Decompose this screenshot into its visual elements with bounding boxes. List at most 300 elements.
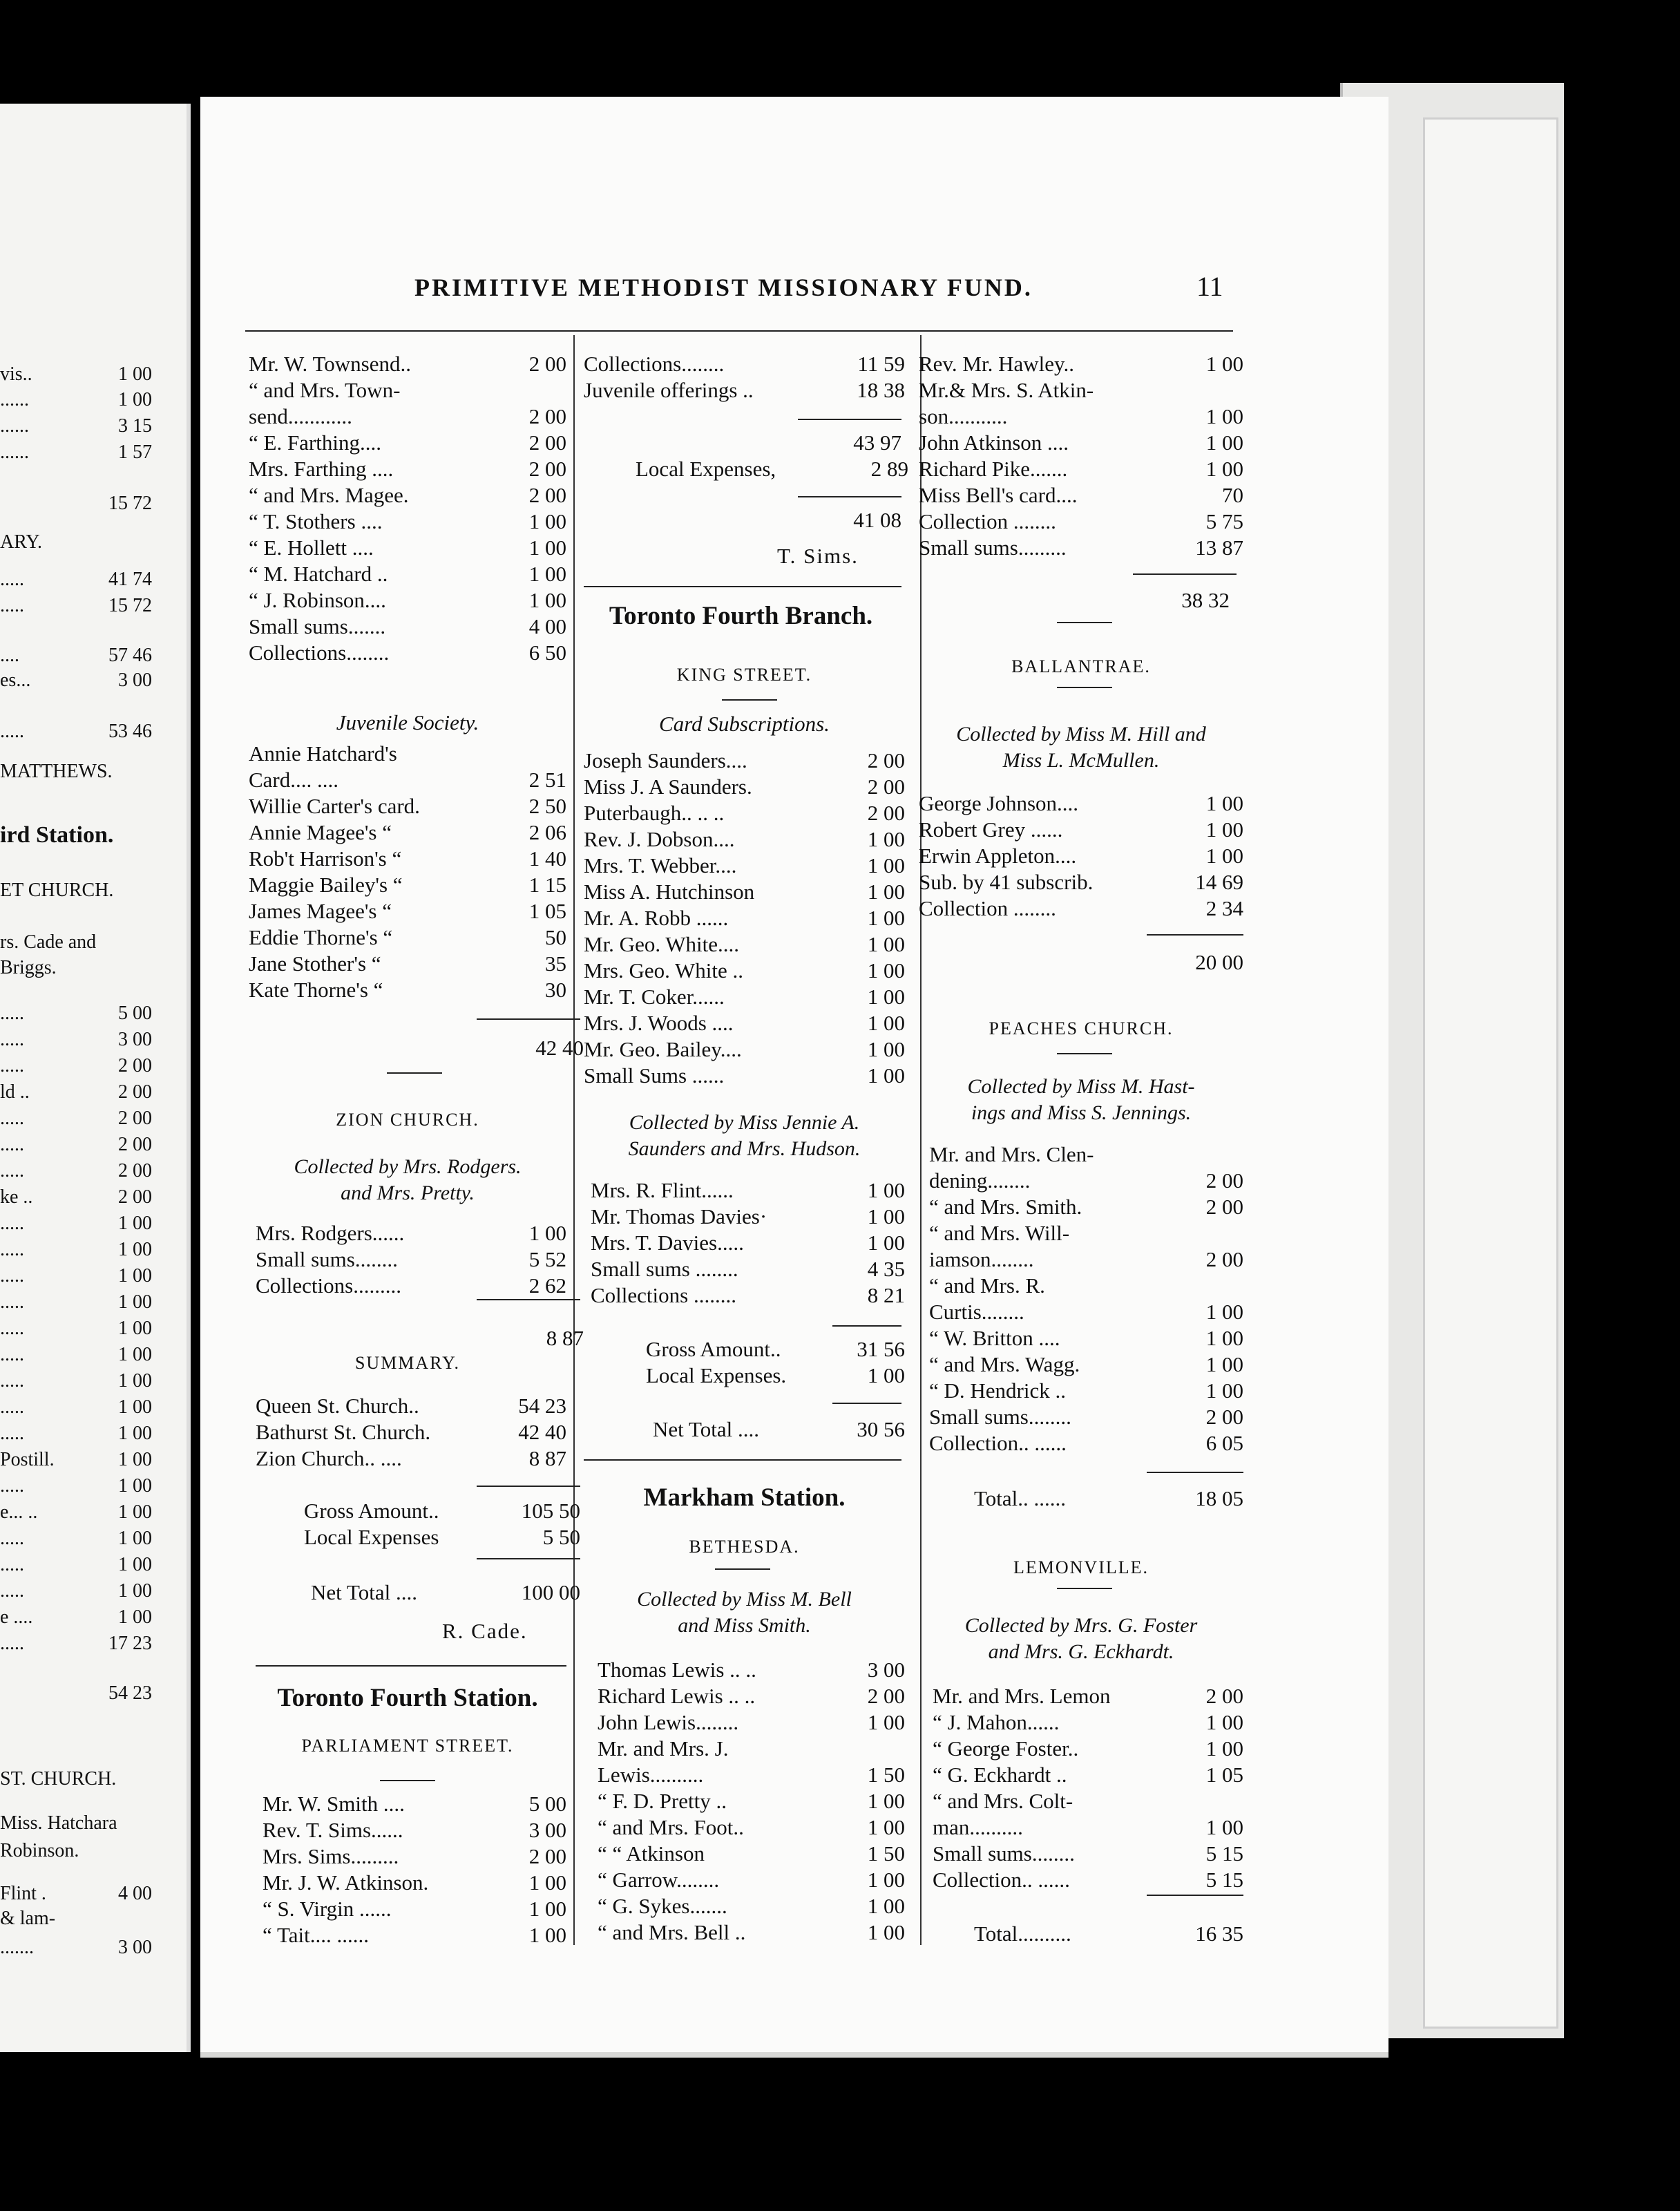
left-page-amount: 15 72 bbox=[108, 595, 152, 616]
left-page-amount: 1 00 bbox=[118, 1580, 152, 1602]
entry-label: “ J. Robinson.... bbox=[249, 588, 386, 612]
peaches-church-heading: PEACHES CHURCH. bbox=[989, 1018, 1174, 1038]
entry-label: John Lewis........ bbox=[598, 1710, 739, 1734]
entry-amount: 5 52 bbox=[528, 1247, 566, 1271]
entry-label: Small sums......... bbox=[919, 535, 1067, 560]
entry-amount: 31 56 bbox=[857, 1337, 905, 1361]
entry-amount: 105 50 bbox=[521, 1499, 580, 1523]
entry-label: Gross Amount.. bbox=[304, 1499, 439, 1523]
entry-amount: 1 00 bbox=[1205, 404, 1243, 428]
entry-label: Joseph Saunders.... bbox=[584, 748, 747, 772]
entry-amount: 2 06 bbox=[528, 820, 566, 844]
left-page-label: ..... bbox=[0, 1528, 24, 1549]
left-page-label: ..... bbox=[0, 1475, 24, 1497]
subscription-row bbox=[919, 377, 1243, 404]
juvenile-total: 42 40 bbox=[535, 1036, 584, 1060]
entry-label: Collections........ bbox=[584, 352, 725, 376]
entry-label: “ W. Britton .... bbox=[929, 1326, 1060, 1350]
entry-label: son........... bbox=[919, 404, 1008, 428]
left-page-label: ET CHURCH. bbox=[0, 880, 114, 901]
treasurer-signature: R. Cade. bbox=[442, 1619, 528, 1643]
header-rule bbox=[245, 330, 1233, 332]
juvenile-card-row bbox=[249, 793, 566, 819]
entry-amount: 1 00 bbox=[1205, 817, 1243, 842]
entry-label: Juvenile offerings .. bbox=[584, 378, 754, 402]
left-page-label: .... bbox=[0, 645, 19, 666]
lemonville-row bbox=[933, 1867, 1243, 1893]
entry-amount: 1 00 bbox=[1205, 457, 1243, 481]
separator-rule bbox=[1057, 1053, 1112, 1054]
entry-amount: 1 00 bbox=[867, 1868, 905, 1892]
bethesda-row bbox=[598, 1814, 905, 1841]
separator-rule bbox=[477, 1018, 580, 1020]
card-subscription-row bbox=[584, 748, 905, 774]
entry-label: Mrs. J. Woods .... bbox=[584, 1011, 734, 1035]
markham-station-heading: Markham Station. bbox=[643, 1483, 846, 1512]
entry-amount: 3 00 bbox=[867, 1658, 905, 1682]
entry-amount: 1 00 bbox=[1205, 1378, 1243, 1403]
entry-amount: 2 50 bbox=[528, 794, 566, 818]
separator-rule bbox=[1147, 934, 1243, 936]
entry-label: send............ bbox=[249, 404, 352, 428]
entry-label: Mr. and Mrs. Lemon bbox=[933, 1684, 1111, 1708]
separator-rule bbox=[477, 1558, 580, 1559]
zion-collectors-line: Collected by Mrs. Rodgers. bbox=[294, 1155, 522, 1178]
ballantrae-total: 20 00 bbox=[1195, 950, 1243, 974]
juvenile-card-row bbox=[249, 819, 566, 846]
entry-amount: 1 00 bbox=[1205, 1300, 1243, 1324]
entry-amount: 2 00 bbox=[867, 748, 905, 772]
entry-amount: 1 00 bbox=[1205, 791, 1243, 815]
parliament-row bbox=[262, 1791, 566, 1817]
subscription-row bbox=[919, 456, 1243, 482]
juvenile-society-heading: Juvenile Society. bbox=[336, 710, 479, 734]
parliament-street-heading: PARLIAMENT STREET. bbox=[301, 1736, 514, 1756]
left-page-amount: 1 57 bbox=[118, 442, 152, 463]
juvenile-card-row bbox=[249, 951, 566, 977]
left-page-label: ..... bbox=[0, 1055, 24, 1076]
zion-collectors-line: and Mrs. Pretty. bbox=[341, 1182, 475, 1204]
left-page-amount: 4 00 bbox=[118, 1883, 152, 1904]
entry-amount: 50 bbox=[545, 925, 566, 949]
juvenile-card-row bbox=[249, 767, 566, 793]
entry-label: Collection ........ bbox=[919, 896, 1056, 920]
left-page-label: ..... bbox=[0, 595, 24, 616]
entry-label: “ E. Farthing.... bbox=[249, 430, 381, 455]
left-page-label: ..... bbox=[0, 1213, 24, 1234]
entry-label: Richard Pike....... bbox=[919, 457, 1068, 481]
entry-label: Net Total .... bbox=[653, 1417, 759, 1441]
entry-amount: 1 00 bbox=[867, 1178, 905, 1202]
entry-label: George Johnson.... bbox=[919, 791, 1079, 815]
parliament-row bbox=[262, 1870, 566, 1896]
branch-heading: Toronto Fourth Branch. bbox=[609, 602, 873, 630]
card-subscription-row bbox=[584, 800, 905, 826]
entry-label: Mrs. T. Davies..... bbox=[591, 1231, 744, 1255]
lemonville-row bbox=[933, 1683, 1243, 1709]
lemonville-row bbox=[933, 1788, 1243, 1814]
bethesda-heading: BETHESDA. bbox=[689, 1537, 800, 1557]
entry-amount: 1 00 bbox=[1205, 1710, 1243, 1734]
zion-total: 8 87 bbox=[546, 1326, 584, 1350]
collected-row bbox=[591, 1204, 905, 1230]
entry-amount: 1 00 bbox=[1205, 844, 1243, 868]
separator-rule bbox=[832, 1403, 901, 1404]
bethesda-row bbox=[598, 1657, 905, 1683]
entry-amount: 1 00 bbox=[867, 1204, 905, 1228]
left-page-label: ...... bbox=[0, 389, 29, 410]
entry-label: “ Tait.... ...... bbox=[262, 1923, 369, 1947]
left-page-label: ld .. bbox=[0, 1081, 30, 1103]
zion-row bbox=[256, 1273, 566, 1299]
zion-row bbox=[256, 1246, 566, 1273]
left-page-label: ..... bbox=[0, 1344, 24, 1365]
entry-amount: 1 00 bbox=[528, 562, 566, 586]
entry-amount: 1 00 bbox=[867, 1063, 905, 1088]
entry-label: Mrs. Geo. White .. bbox=[584, 958, 744, 983]
entry-amount: 1 00 bbox=[1205, 1815, 1243, 1839]
entry-label: Mr. and Mrs. Clen- bbox=[929, 1142, 1094, 1166]
ballantrae-row bbox=[919, 869, 1243, 895]
left-page-amount: 1 00 bbox=[118, 1606, 152, 1628]
entry-label: Puterbaugh.. .. .. bbox=[584, 801, 725, 825]
entry-amount: 1 00 bbox=[867, 1894, 905, 1918]
entry-amount: 1 00 bbox=[528, 1221, 566, 1245]
left-page-amount: 1 00 bbox=[118, 1265, 152, 1287]
entry-label: iamson........ bbox=[929, 1247, 1034, 1271]
separator-rule bbox=[1057, 622, 1112, 623]
station-heading: Toronto Fourth Station. bbox=[277, 1684, 538, 1712]
entry-amount: 1 00 bbox=[867, 853, 905, 877]
subscription-row bbox=[249, 614, 566, 640]
card-subscription-row bbox=[584, 826, 905, 853]
separator-rule bbox=[1147, 1895, 1243, 1896]
entry-amount: 2 34 bbox=[1205, 896, 1243, 920]
entry-amount: 1 00 bbox=[867, 1920, 905, 1944]
card-subscription-row bbox=[584, 984, 905, 1010]
card-subscription-row bbox=[584, 774, 905, 800]
left-page-label: ..... bbox=[0, 1396, 24, 1418]
left-page-label: ..... bbox=[0, 1580, 24, 1602]
subscription-row bbox=[919, 404, 1243, 430]
left-page-amount: 1 00 bbox=[118, 1423, 152, 1444]
separator-rule bbox=[256, 1665, 566, 1667]
left-page-label: Postill. bbox=[0, 1449, 55, 1470]
left-page-amount: 2 00 bbox=[118, 1134, 152, 1155]
entry-amount: 1 00 bbox=[867, 1011, 905, 1035]
collection-row bbox=[584, 351, 905, 377]
entry-amount: 1 15 bbox=[528, 873, 566, 897]
separator-rule bbox=[832, 1325, 901, 1327]
entry-amount: 2 62 bbox=[528, 1273, 566, 1298]
entry-amount: 5 00 bbox=[528, 1792, 566, 1816]
entry-amount: 2 00 bbox=[867, 1684, 905, 1708]
left-page-label: Robinson. bbox=[0, 1840, 79, 1861]
entry-label: Local Expenses. bbox=[646, 1363, 787, 1387]
left-page-label: ...... bbox=[0, 415, 29, 437]
left-page-amount: 2 00 bbox=[118, 1160, 152, 1182]
left-page-label: ..... bbox=[0, 569, 24, 590]
entry-label: “ and Mrs. Town- bbox=[249, 378, 401, 402]
entry-amount: 2 00 bbox=[528, 1844, 566, 1868]
separator-rule bbox=[798, 419, 901, 420]
entry-label: Mrs. Farthing .... bbox=[249, 457, 394, 481]
bethesda-row bbox=[598, 1867, 905, 1893]
juvenile-card-row bbox=[249, 898, 566, 924]
entry-amount: 100 00 bbox=[521, 1580, 580, 1604]
entry-amount: 42 40 bbox=[518, 1420, 566, 1444]
bethesda-collectors-line: and Miss Smith. bbox=[678, 1614, 811, 1637]
left-page-amount: 54 23 bbox=[108, 1682, 152, 1704]
collectors-line: Collected by Miss Jennie A. bbox=[629, 1111, 860, 1134]
entry-amount: 1 05 bbox=[528, 899, 566, 923]
entry-label: Small sums........ bbox=[256, 1247, 398, 1271]
card-subscription-row bbox=[584, 905, 905, 931]
entry-label: Gross Amount.. bbox=[646, 1337, 781, 1361]
left-page-label: ..... bbox=[0, 721, 24, 742]
card-subscription-row bbox=[584, 879, 905, 905]
juvenile-card-row bbox=[249, 977, 566, 1003]
separator-rule bbox=[1057, 687, 1112, 688]
left-page-amount: 1 00 bbox=[118, 1318, 152, 1339]
entry-label: Queen St. Church.. bbox=[256, 1394, 419, 1418]
entry-amount: 1 00 bbox=[867, 1815, 905, 1839]
entry-amount: 2 00 bbox=[528, 352, 566, 376]
entry-label: “ and Mrs. Wagg. bbox=[929, 1352, 1080, 1376]
entry-label: “ D. Hendrick .. bbox=[929, 1378, 1066, 1403]
entry-amount: 2 00 bbox=[1205, 1405, 1243, 1429]
net-amount: 41 08 bbox=[853, 508, 901, 532]
left-page-amount: 1 00 bbox=[118, 1239, 152, 1260]
bethesda-row bbox=[598, 1919, 905, 1946]
entry-label: “ and Mrs. Magee. bbox=[249, 483, 409, 507]
entry-label: “ M. Hatchard .. bbox=[249, 562, 388, 586]
entry-amount: 8 21 bbox=[867, 1283, 905, 1307]
entry-label: “ J. Mahon...... bbox=[933, 1710, 1060, 1734]
subscription-row bbox=[249, 351, 566, 377]
parliament-row bbox=[262, 1922, 566, 1948]
entry-label: Net Total .... bbox=[311, 1580, 417, 1604]
left-page-label: & lam- bbox=[0, 1908, 56, 1929]
left-page-label: MATTHEWS. bbox=[0, 761, 113, 782]
entry-amount: 16 35 bbox=[1195, 1921, 1243, 1946]
entry-label: Mrs. Sims......... bbox=[262, 1844, 399, 1868]
entry-label: Miss A. Hutchinson bbox=[584, 880, 755, 904]
left-page-label: ..... bbox=[0, 1108, 24, 1129]
column-divider bbox=[920, 335, 922, 1945]
left-page-label: e... .. bbox=[0, 1501, 38, 1523]
parliament-row bbox=[262, 1817, 566, 1843]
entry-amount: 1 00 bbox=[867, 906, 905, 930]
entry-label: Mr. T. Coker...... bbox=[584, 985, 725, 1009]
juvenile-card-row bbox=[249, 924, 566, 951]
entry-label: Mr.& Mrs. S. Atkin- bbox=[919, 378, 1094, 402]
entry-label: Mr. J. W. Atkinson. bbox=[262, 1870, 429, 1895]
entry-label: Eddie Thorne's “ bbox=[249, 925, 393, 949]
entry-amount: 6 05 bbox=[1205, 1431, 1243, 1455]
entry-label: Rob't Harrison's “ bbox=[249, 846, 402, 871]
juvenile-card-row bbox=[249, 872, 566, 898]
left-page-amount: 53 46 bbox=[108, 721, 152, 742]
peaches-total-row bbox=[974, 1486, 1243, 1512]
left-page-label: ST. CHURCH. bbox=[0, 1768, 117, 1790]
juvenile-card-row bbox=[249, 741, 566, 767]
subscription-row bbox=[249, 430, 566, 456]
left-page-label: ..... bbox=[0, 1160, 24, 1182]
entry-amount: 2 00 bbox=[1205, 1684, 1243, 1708]
separator-rule bbox=[387, 1072, 442, 1074]
collected-row bbox=[591, 1230, 905, 1256]
subscription-row bbox=[249, 482, 566, 509]
entry-amount: 2 00 bbox=[528, 404, 566, 428]
peaches-collectors-line: ings and Miss S. Jennings. bbox=[971, 1101, 1192, 1124]
entry-label: Small sums ........ bbox=[591, 1257, 738, 1281]
entry-label: Maggie Bailey's “ bbox=[249, 873, 403, 897]
entry-amount: 11 59 bbox=[857, 352, 905, 376]
entry-label: “ and Mrs. Smith. bbox=[929, 1195, 1082, 1219]
entry-label: Collection ........ bbox=[919, 509, 1056, 533]
entry-amount: 70 bbox=[1222, 483, 1243, 507]
left-page-label: ke .. bbox=[0, 1186, 33, 1208]
left-page-amount: 3 00 bbox=[118, 1937, 152, 1958]
entry-amount: 4 00 bbox=[528, 614, 566, 638]
lemonville-heading: LEMONVILLE. bbox=[1013, 1557, 1149, 1577]
entry-label: “ Garrow........ bbox=[598, 1868, 720, 1892]
left-page-amount: 1 00 bbox=[118, 1475, 152, 1497]
entry-label: “ and Mrs. Foot.. bbox=[598, 1815, 744, 1839]
left-page-label: ARY. bbox=[0, 531, 42, 553]
zion-church-heading: ZION CHURCH. bbox=[336, 1110, 479, 1130]
entry-label: dening........ bbox=[929, 1168, 1031, 1193]
peaches-collectors-line: Collected by Miss M. Hast- bbox=[967, 1075, 1195, 1098]
peaches-row bbox=[929, 1141, 1243, 1168]
left-page-amount: 3 00 bbox=[118, 670, 152, 691]
bethesda-row bbox=[598, 1788, 905, 1814]
page-header-title: PRIMITIVE METHODIST MISSIONARY FUND. bbox=[414, 274, 1033, 301]
lemonville-collectors-line: and Mrs. G. Eckhardt. bbox=[988, 1640, 1174, 1663]
left-page-amount: 41 74 bbox=[108, 569, 152, 590]
entry-amount: 1 00 bbox=[867, 985, 905, 1009]
left-page-label: ..... bbox=[0, 1003, 24, 1024]
left-page-label: ..... bbox=[0, 1370, 24, 1392]
subscription-row bbox=[249, 535, 566, 561]
entry-amount: 1 00 bbox=[1205, 1352, 1243, 1376]
peaches-row bbox=[929, 1378, 1243, 1404]
entry-label: Annie Magee's “ bbox=[249, 820, 392, 844]
entry-amount: 4 35 bbox=[867, 1257, 905, 1281]
left-page-amount: 57 46 bbox=[108, 645, 152, 666]
left-page-amount: 1 00 bbox=[118, 1291, 152, 1313]
entry-label: “ F. D. Pretty .. bbox=[598, 1789, 727, 1813]
left-page-label: ..... bbox=[0, 1318, 24, 1339]
peaches-row bbox=[929, 1273, 1243, 1299]
separator-rule bbox=[1057, 1588, 1112, 1589]
subscription-row bbox=[919, 430, 1243, 456]
left-page-label: ....... bbox=[0, 1937, 34, 1958]
entry-label: Total.......... bbox=[974, 1921, 1071, 1946]
entry-label: Sub. by 41 subscrib. bbox=[919, 870, 1094, 894]
left-page-label: ..... bbox=[0, 1633, 24, 1654]
separator-rule bbox=[1133, 573, 1237, 575]
entry-amount: 1 00 bbox=[867, 1710, 905, 1734]
entry-amount: 2 00 bbox=[528, 430, 566, 455]
card-subscription-row bbox=[584, 931, 905, 958]
entry-amount: 3 00 bbox=[528, 1818, 566, 1842]
entry-amount: 2 00 bbox=[1205, 1168, 1243, 1193]
card-subscription-row bbox=[584, 1063, 905, 1089]
entry-label: Collections......... bbox=[256, 1273, 401, 1298]
entry-amount: 2 00 bbox=[1205, 1195, 1243, 1219]
juvenile-card-row bbox=[249, 846, 566, 872]
entry-amount: 2 00 bbox=[867, 775, 905, 799]
entry-amount: 1 00 bbox=[528, 1870, 566, 1895]
left-page-amount: 1 00 bbox=[118, 1554, 152, 1575]
gross-amount-row bbox=[304, 1498, 580, 1524]
left-page-amount: 1 00 bbox=[118, 389, 152, 410]
page-number: 11 bbox=[1196, 271, 1223, 302]
summary-row bbox=[256, 1393, 566, 1419]
entry-amount: 1 00 bbox=[528, 1897, 566, 1921]
entry-amount: 14 69 bbox=[1195, 870, 1243, 894]
bethesda-row bbox=[598, 1841, 905, 1867]
local-expenses-row bbox=[646, 1363, 905, 1389]
subscription-row bbox=[249, 456, 566, 482]
entry-label: John Atkinson .... bbox=[919, 430, 1069, 455]
collected-row bbox=[591, 1177, 905, 1204]
left-page-label: ..... bbox=[0, 1134, 24, 1155]
entry-label: James Magee's “ bbox=[249, 899, 392, 923]
collected-row bbox=[591, 1256, 905, 1282]
entry-label: Small sums........ bbox=[933, 1841, 1075, 1866]
subscription-row bbox=[249, 640, 566, 666]
entry-amount: 1 00 bbox=[867, 827, 905, 851]
left-page-label: ..... bbox=[0, 1423, 24, 1444]
entry-label: Rev. T. Sims...... bbox=[262, 1818, 403, 1842]
entry-amount: 2 00 bbox=[1205, 1247, 1243, 1271]
entry-amount: 1 50 bbox=[867, 1763, 905, 1787]
entry-label: “ G. Eckhardt .. bbox=[933, 1763, 1067, 1787]
entry-label: Mrs. Rodgers...... bbox=[256, 1221, 405, 1245]
left-page-label: rs. Cade and bbox=[0, 931, 97, 953]
local-expenses-row bbox=[304, 1524, 580, 1550]
left-page-amount: 3 00 bbox=[118, 1029, 152, 1050]
separator-rule bbox=[715, 1568, 770, 1570]
entry-amount: 1 00 bbox=[528, 588, 566, 612]
local-expenses-row bbox=[636, 456, 908, 482]
ballantrae-collectors-line: Miss L. McMullen. bbox=[1002, 749, 1160, 772]
peaches-row bbox=[929, 1325, 1243, 1351]
left-page-label: ...... bbox=[0, 442, 29, 463]
entry-amount: 1 05 bbox=[1205, 1763, 1243, 1787]
entry-label: Richard Lewis .. .. bbox=[598, 1684, 756, 1708]
ballantrae-row bbox=[919, 895, 1243, 922]
separator-rule bbox=[477, 1299, 580, 1300]
net-total-row bbox=[653, 1416, 905, 1443]
card-subscription-row bbox=[584, 958, 905, 984]
entry-label: “ and Mrs. Bell .. bbox=[598, 1920, 746, 1944]
summary-heading: SUMMARY. bbox=[354, 1353, 461, 1373]
entry-label: Card.... .... bbox=[249, 768, 339, 792]
left-page-label: e .... bbox=[0, 1606, 33, 1628]
entry-label: man.......... bbox=[933, 1815, 1023, 1839]
entry-label: Small sums....... bbox=[249, 614, 386, 638]
entry-label: Total.. ...... bbox=[974, 1486, 1067, 1510]
ballantrae-row bbox=[919, 790, 1243, 817]
zion-row bbox=[256, 1220, 566, 1246]
lemonville-row bbox=[933, 1762, 1243, 1788]
left-page-label: ..... bbox=[0, 1291, 24, 1313]
entry-amount: 2 51 bbox=[528, 768, 566, 792]
